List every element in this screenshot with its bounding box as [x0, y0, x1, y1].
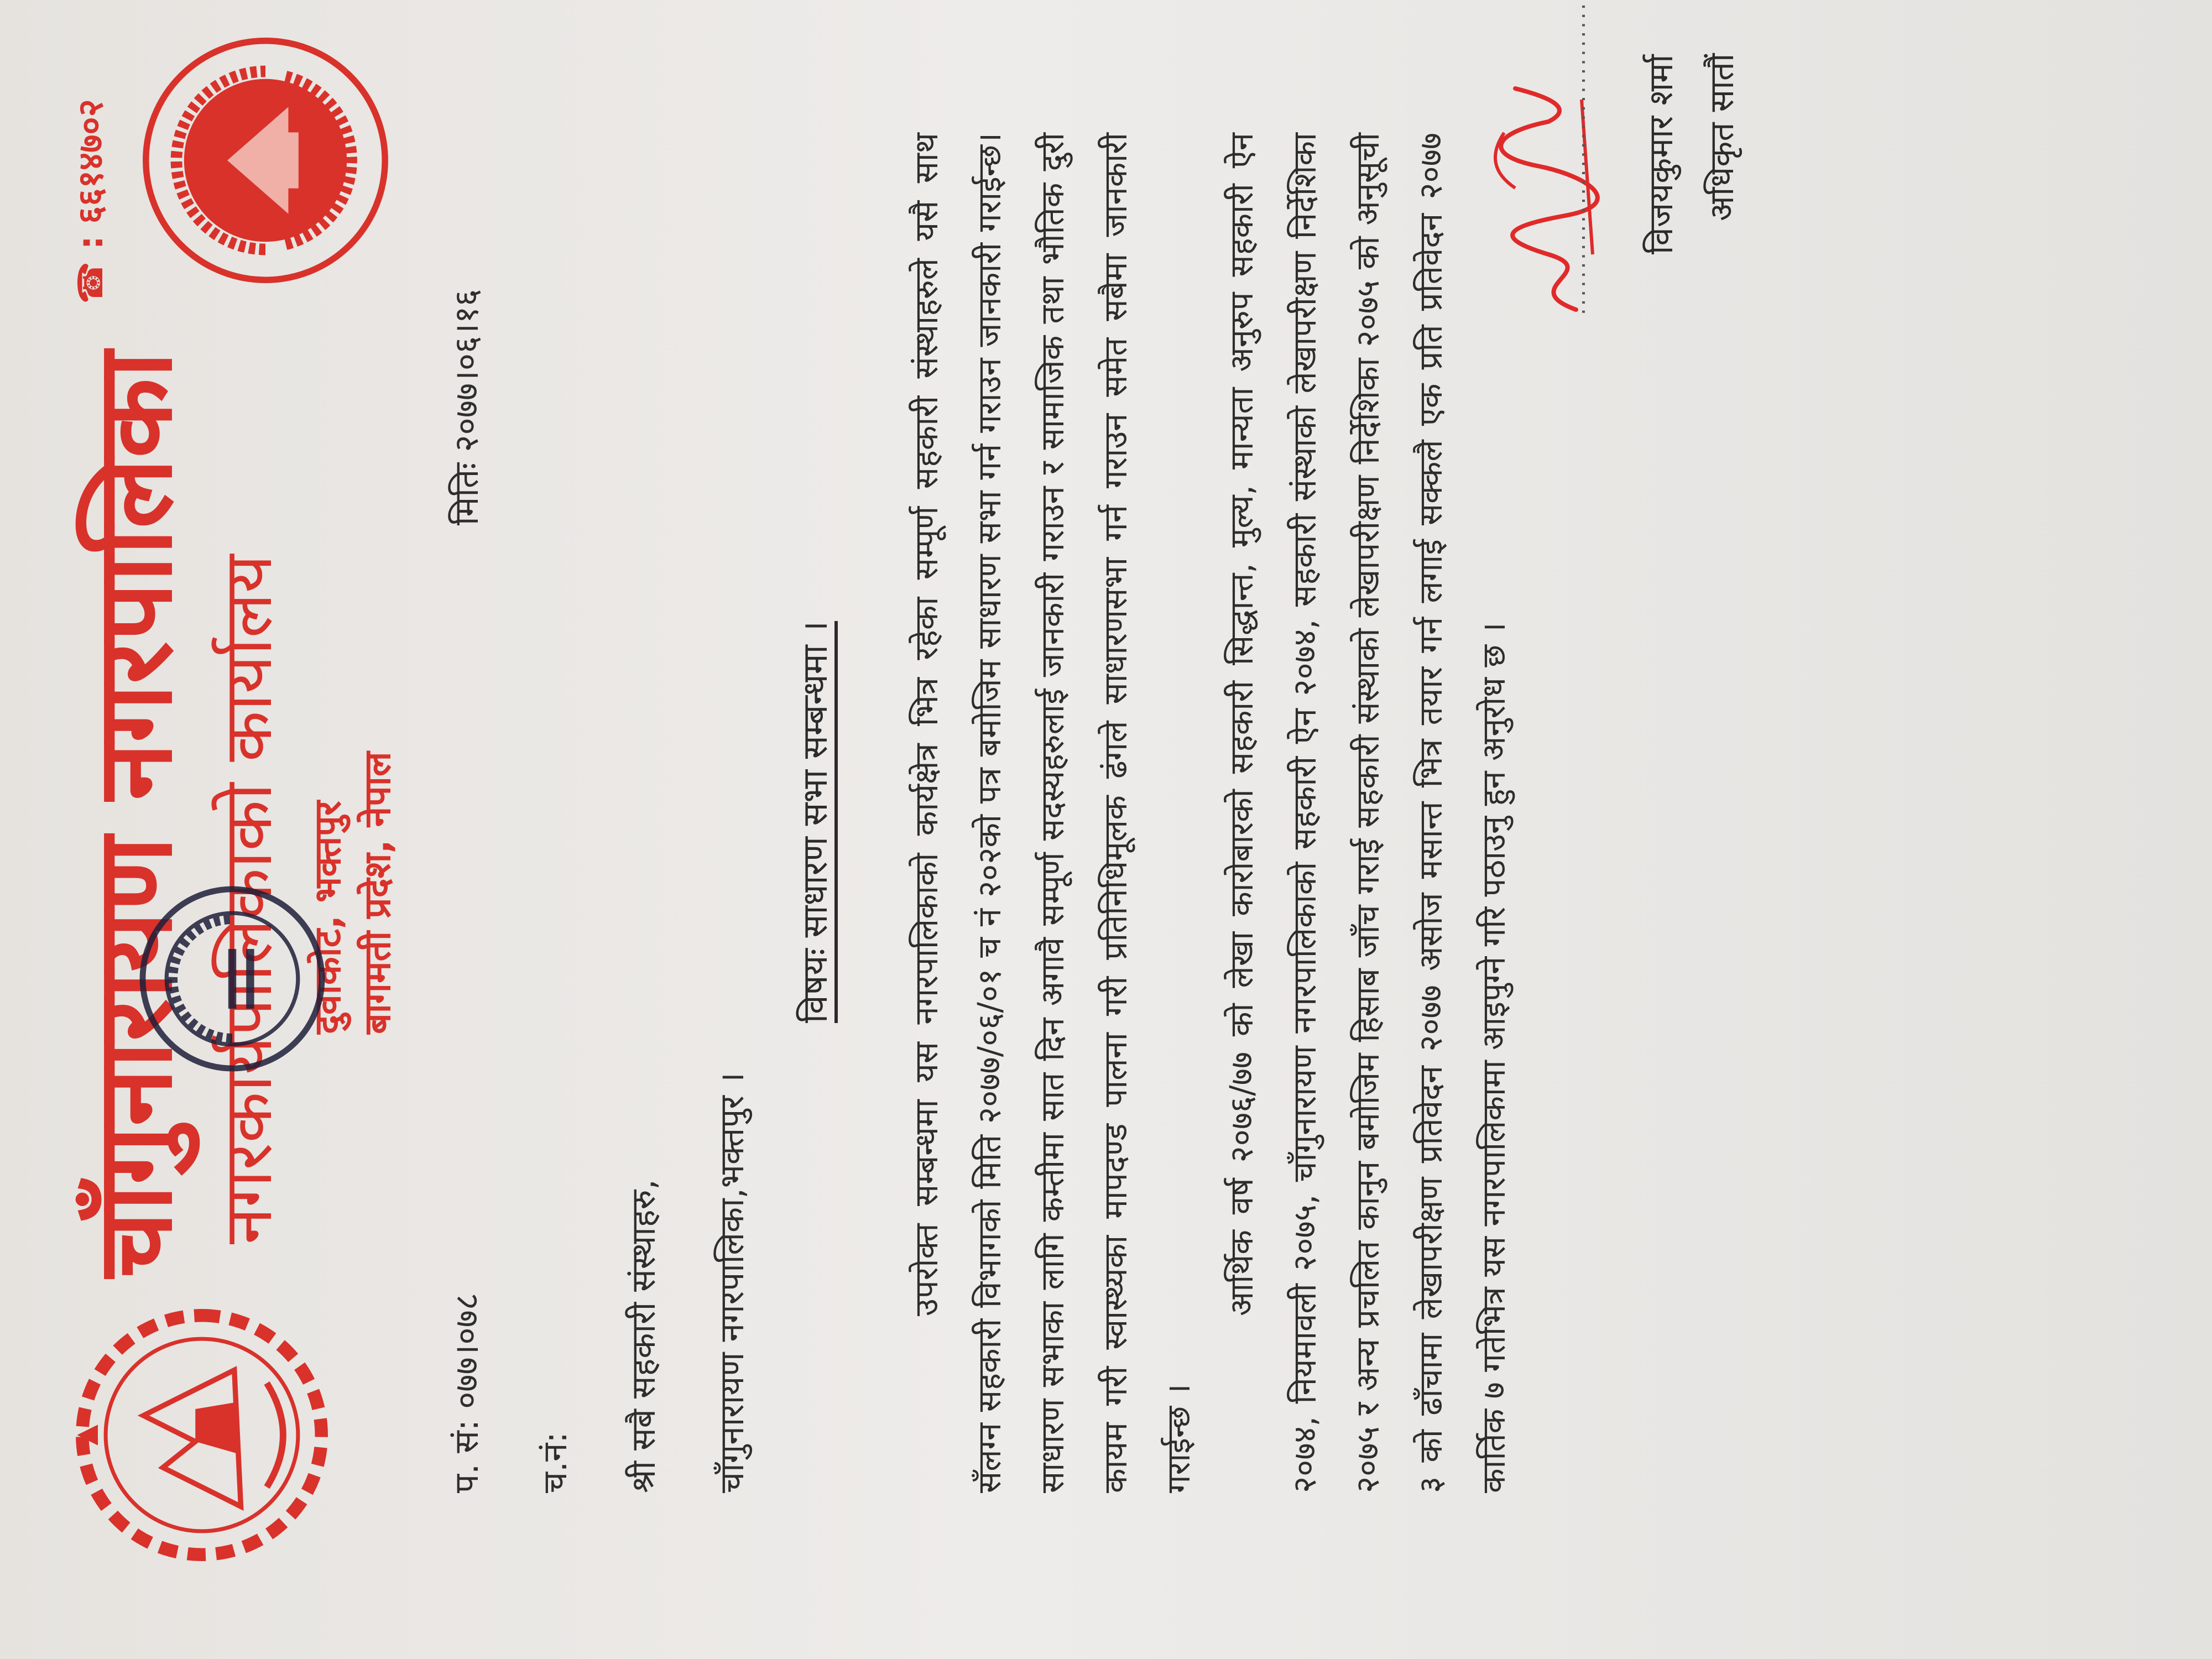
- address-line-2: बागमती प्रदेश, नेपाल: [356, 752, 399, 1034]
- office-name: नगरकार्यपालिकाको कार्यालय: [210, 554, 287, 1244]
- signatory-name: विजयकुमार शर्मा: [1642, 54, 1681, 254]
- date-value: २०७७।०६।१६: [447, 289, 486, 452]
- addressee-line-2: चाँगुनारायण नगरपालिका,भक्तपुर ।: [713, 1072, 752, 1493]
- office-stamp-icon: [133, 879, 332, 1078]
- addressee-line-1: श्री सबै सहकारी संस्थाहरु,: [624, 1179, 663, 1493]
- body-paragraph-2: आर्थिक वर्ष २०७६/७७ को लेखा कारोबारको सहकारी सिद्धान्त, मुल्य, मान्यता अनुरुप सहकारी ऐन २०७४, नियमावली २०७५, चाँगुनारायण नगरपालिकाको सहकारी ऐन २०७४, सहकारी संस्थाको लेखापरीक्षण निर्देशिका २०७५ र अन्य प्रचलित कानुन बमोजिम हिसाब जाँच गराई सहकारी संस्थाको लेखापरीक्षण निर्देशिका २०७५ को अनुसूची ३ को ढाँचामा लेखापरीक्षण प्रतिवेदन २०७७ असोज मसान्त भित्र तयार गर्न लगाई सक्कलै एक प्रति प्रतिवेदन २०७७ कार्तिक ७ गतेभित्र यस नगरपालिकामा आइपुग्ने गरि पठाउनु हुन अनुरोध छ ।: [1223, 132, 1512, 1493]
- phone-number: : ६६१४७०२: [70, 99, 111, 250]
- body-paragraph-1: उपरोक्त सम्बन्धमा यस नगरपालिकाको कार्यक्षेत्र भित्र रहेका सम्पूर्ण सहकारी संस्थाहरुले यसै साथ सँलग्न सहकारी विभागको मिति २०७७/०६/०१ च नं २०२को पत्र बमोजिम साधारण सभा गर्न गराउन जानकारी गराईन्छ। साधारण सभाका लागि कम्तीमा सात दिन अगावै सम्पूर्ण सदस्यहरुलाई जानकारी गराउन र सामाजिक तथा भौतिक दुरी कायम गरी स्वास्थ्यका मापदण्ड पालना गरी प्रतिनिधिमूलक ढंगले साधारणसभा गर्न गराउन समेत सबैमा जानकारी गराईन्छ ।: [907, 133, 1197, 1493]
- nepal-emblem-icon: [72, 1305, 332, 1565]
- letter-date: [442, 289, 488, 525]
- phone-line: [66, 99, 113, 304]
- address-line-1: दुवाकोट, भक्तपुर: [306, 801, 349, 1034]
- phone-icon: ☎: [70, 261, 111, 304]
- dispatch-number: [531, 1432, 576, 1493]
- reference-value: ०७७।०७८: [447, 1292, 486, 1409]
- dispatch-label: च.नं:: [536, 1432, 575, 1493]
- date-label: मितिः: [447, 462, 486, 525]
- signatory-title: अधिकृत सातौं: [1703, 53, 1741, 221]
- reference-label: प. सं:: [447, 1420, 486, 1493]
- handwritten-signature-icon: [1471, 77, 1615, 321]
- municipality-seal-icon: [138, 33, 393, 288]
- signature-line: ..................................: [1565, 1, 1590, 315]
- reference-number: [442, 1293, 488, 1493]
- subject-line: विषयः साधारण सभा सम्बन्धमा ।: [795, 621, 835, 1023]
- municipality-name: चाँगुनारायण नगरपालिका: [74, 351, 195, 1277]
